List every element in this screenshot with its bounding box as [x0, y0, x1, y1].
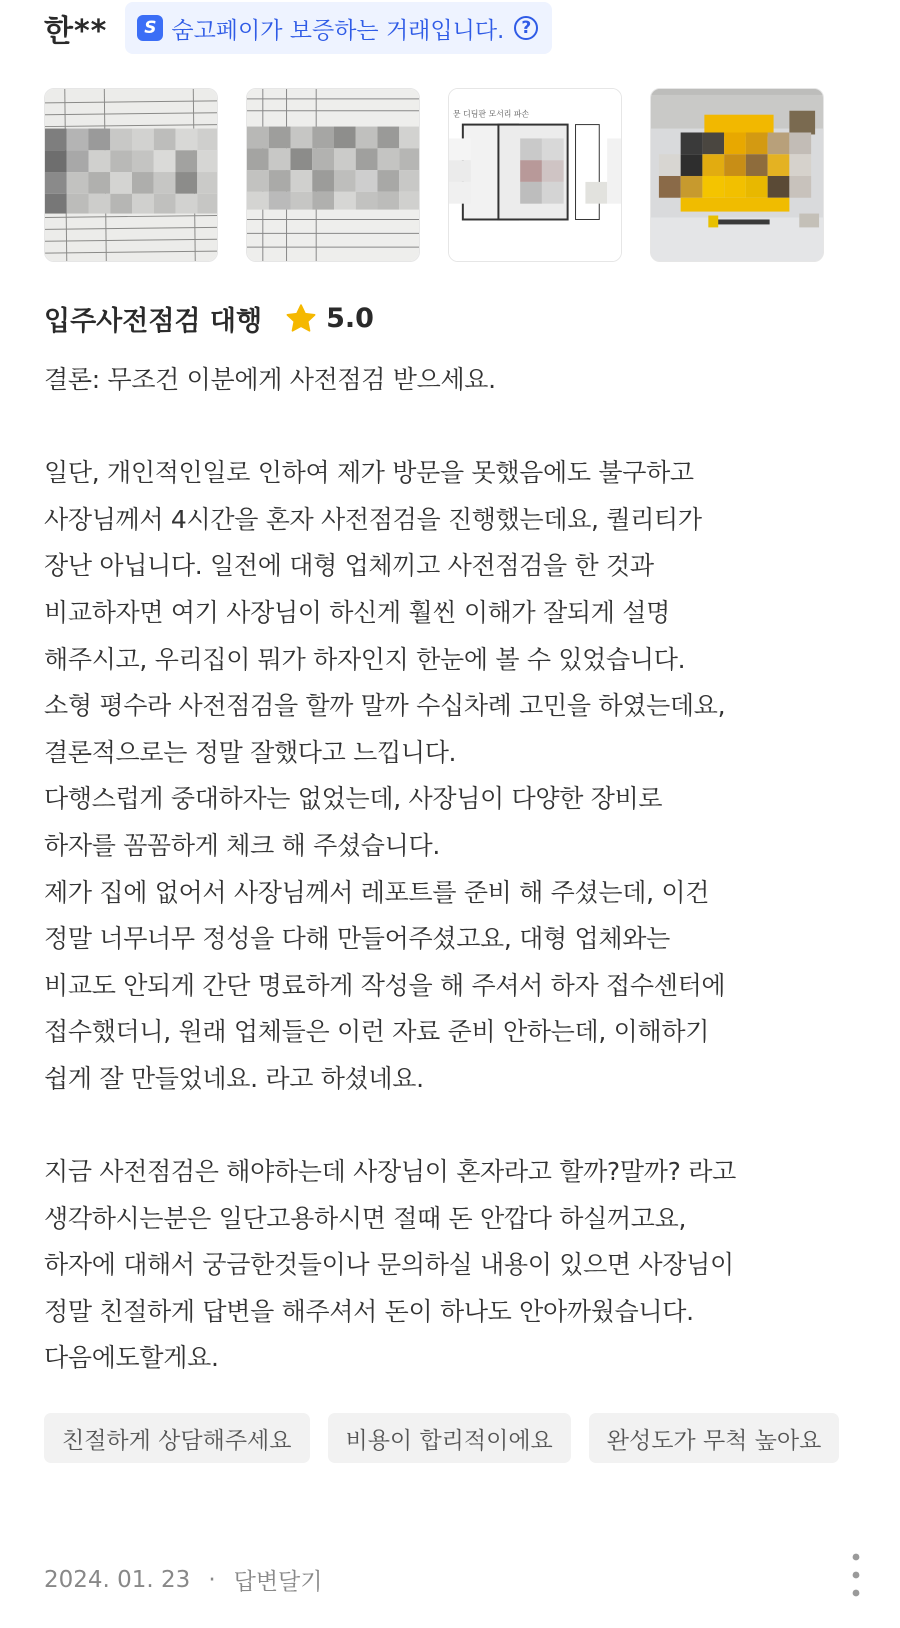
review-body: 결론: 무조건 이분에게 사전점검 받으세요. 일단, 개인적인일로 인하여 제가 방문을 못했음에도 불구하고 사장님께서 4시간을 혼자 사전점검을 진행했는데요, 퀄리티가 장난 아닙니다. 일전에 대형 업체끼고 사전점검을 한 것과 비교하자면 여기 사장님이 하신게 훨씬 이해가 잘되게 설명 해주시고, 우리집이 뭐가 하자인지 한눈에 볼 수 있었습니다. 소형 평수라 사전점검을 할까 말까 수십차례 고민을 하였는데요, 결론적으로는 정말 잘했다고 느낍니다. 다행스럽게 중대하자는 없었는데, 사장님이 다양한 장비로 하자를 꼼꼼하게 체크 해 주셨습니다. 제가 집에 없어서 사장님께서 레포트를 준비 해 주셨는데, 이건 정말 너무너무 정성을 다해 만들어주셨고요, 대형 업체와는 비교도 안되게 간단 명료하게 작성을 해 주셔서 하자 접수센터에 접수했더니, 원래 업체들은 이런 자료 준비 안하는데, 이해하기 쉽게 잘 만들었네요. 라고 하셨네요. 지금 사전점검은 해야하는데 사장님이 혼자라고 할까?말까? 라고 생각하시는분은 일단고용하시면 절때 돈 안깝다 하실꺼고요, 하자에 대해서 궁금한것들이나 문의하실 내용이 있으면 사장님이 정말 친절하게 답변을 해주셔서 돈이 하나도 안아까웠습니다. 다음에도할게요. — [44, 365, 736, 1373]
reply-button[interactable]: 답변달기 — [233, 1569, 323, 1595]
soomgo-pay-badge-text: 숨고페이가 보증하는 거래입니다. — [171, 17, 505, 44]
review-tags — [44, 1413, 864, 1463]
review-photo-4[interactable] — [650, 88, 824, 262]
review-photo-3[interactable] — [448, 88, 622, 262]
service-title: 입주사전점검 대행 — [44, 306, 263, 337]
question-circle-icon[interactable]: ? — [514, 16, 538, 40]
inspection-sheet-image — [45, 89, 217, 261]
star-icon — [284, 302, 318, 336]
review-tag: 완성도가 무척 높아요 — [589, 1413, 840, 1463]
report-caption: 문 디딤판 모서리 파손 — [452, 109, 530, 119]
service-rating-row — [44, 299, 374, 338]
report-page-image — [449, 89, 621, 261]
footer-separator: · — [208, 1566, 216, 1593]
review-tag: 비용이 합리적이에요 — [328, 1413, 571, 1463]
soomgo-pay-badge[interactable] — [125, 2, 552, 54]
equipment-case-image — [651, 89, 823, 261]
inspection-sheet-image — [247, 89, 419, 261]
review-photo-2[interactable] — [246, 88, 420, 262]
review-photos — [44, 88, 824, 262]
review-photo-1[interactable] — [44, 88, 218, 262]
more-vertical-icon[interactable] — [848, 1549, 864, 1601]
review-tag: 친절하게 상담해주세요 — [44, 1413, 310, 1463]
review-date: 2024. 01. 23 — [44, 1566, 191, 1593]
soomgo-pay-logo-icon: S — [137, 15, 163, 41]
review-footer — [44, 1563, 864, 1596]
review-header — [44, 2, 552, 54]
reviewer-name: 한** — [44, 14, 108, 49]
rating-value: 5.0 — [326, 303, 374, 334]
